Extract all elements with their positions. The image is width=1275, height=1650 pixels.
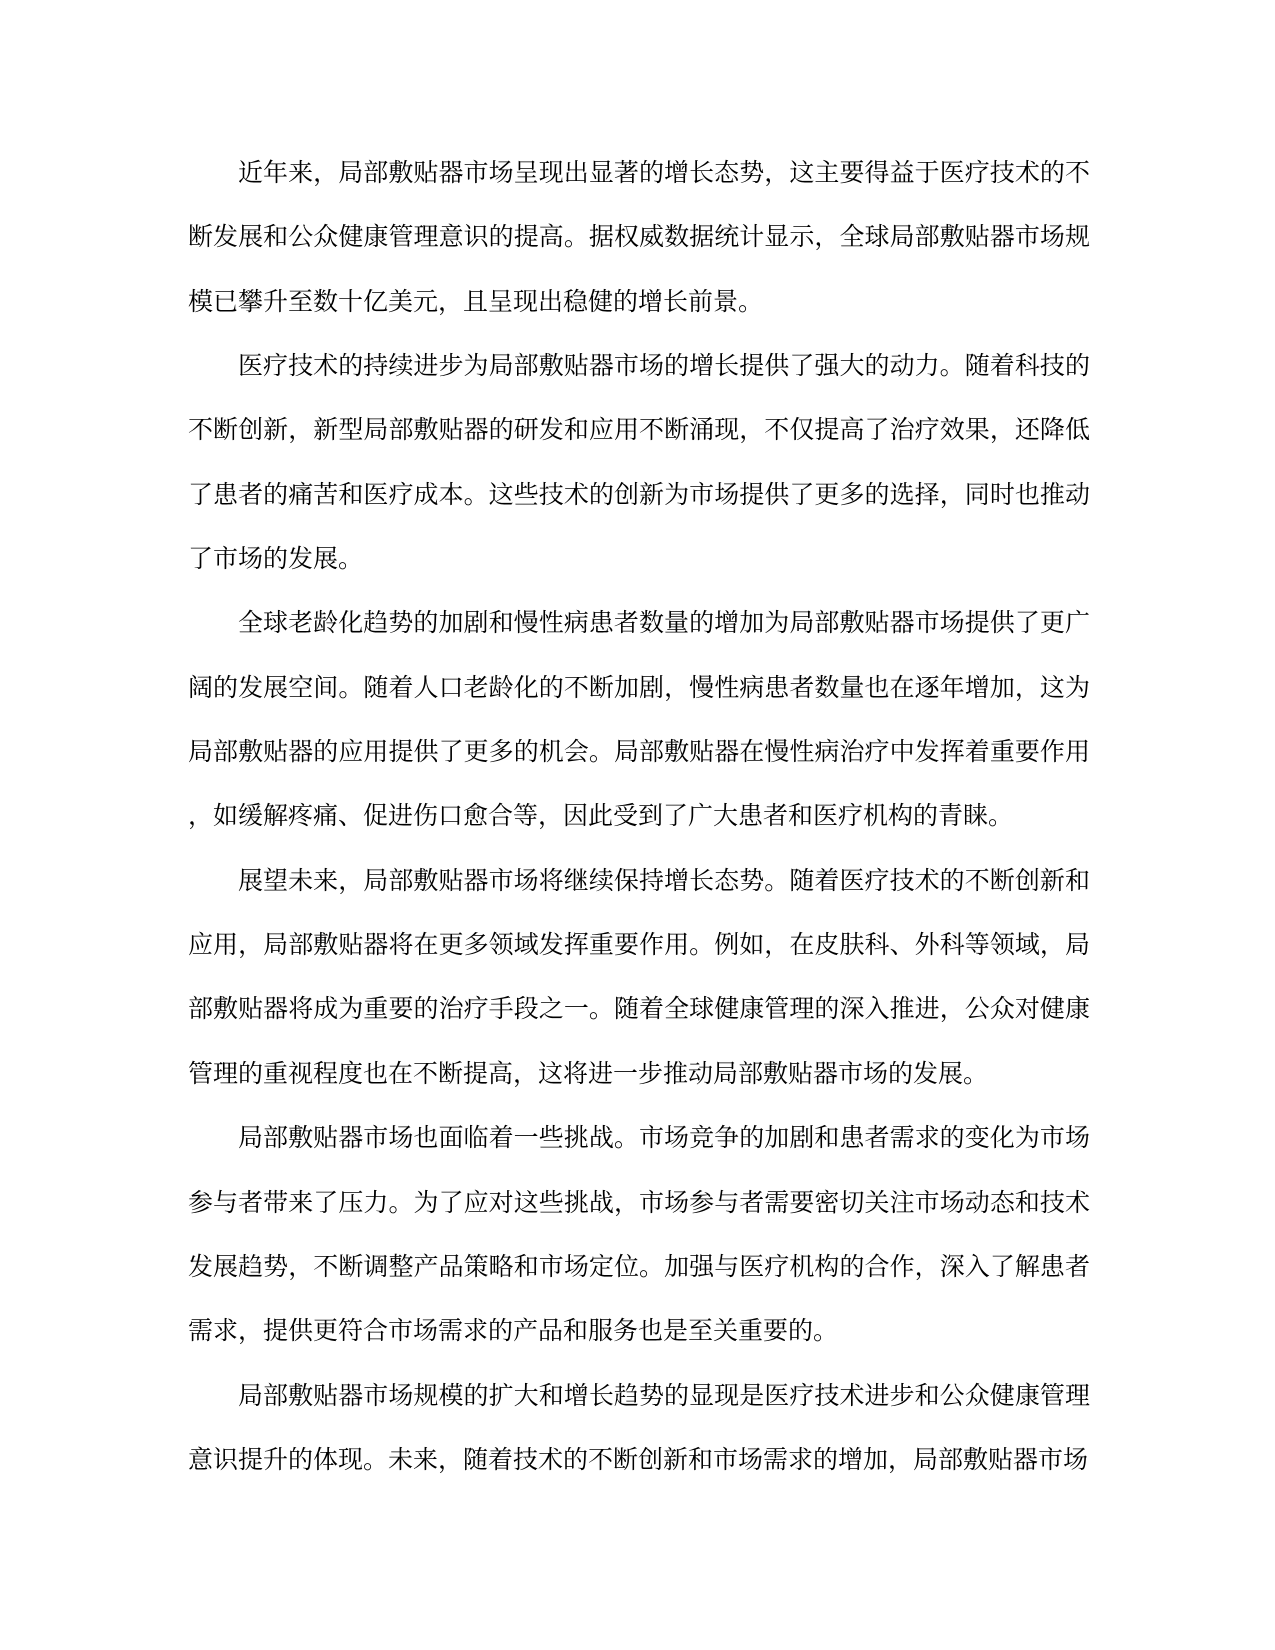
paragraph: 全球老龄化趋势的加剧和慢性病患者数量的增加为局部敷贴器市场提供了更广阔的发展空间。随着人口老龄化的不断加剧，慢性病患者数量也在逐年增加，这为局部敷贴器的应用提供了更多的机会。局部敷贴器在慢性病治疗中发挥着重要作用，如缓解疼痛、促进伤口愈合等，因此受到了广大患者和医疗机构的青睐。: [188, 609, 1090, 831]
paragraph: 展望未来，局部敷贴器市场将继续保持增长态势。随着医疗技术的不断创新和应用，局部敷贴器将在更多领域发挥重要作用。例如，在皮肤科、外科等领域，局部敷贴器将成为重要的治疗手段之一。随着全球健康管理的深入推进，公众对健康管理的重视程度也在不断提高，这将进一步推动局部敷贴器市场的发展。: [188, 866, 1090, 1088]
paragraph: 局部敷贴器市场规模的扩大和增长趋势的显现是医疗技术进步和公众健康管理意识提升的体现。未来，随着技术的不断创新和市场需求的增加，局部敷贴器市场: [188, 1381, 1090, 1474]
paragraph: 医疗技术的持续进步为局部敷贴器市场的增长提供了强大的动力。随着科技的不断创新，新型局部敷贴器的研发和应用不断涌现，不仅提高了治疗效果，还降低了患者的痛苦和医疗成本。这些技术的创新为市场提供了更多的选择，同时也推动了市场的发展。: [188, 352, 1090, 574]
paragraph: 局部敷贴器市场也面临着一些挑战。市场竞争的加剧和患者需求的变化为市场参与者带来了压力。为了应对这些挑战，市场参与者需要密切关注市场动态和技术发展趋势，不断调整产品策略和市场定位。加强与医疗机构的合作，深入了解患者需求，提供更符合市场需求的产品和服务也是至关重要的。: [188, 1124, 1090, 1346]
paragraph: 近年来，局部敷贴器市场呈现出显著的增长态势，这主要得益于医疗技术的不断发展和公众健康管理意识的提高。据权威数据统计显示，全球局部敷贴器市场规模已攀升至数十亿美元，且呈现出稳健的增长前景。: [188, 159, 1090, 316]
document-content: [188, 141, 1090, 1492]
